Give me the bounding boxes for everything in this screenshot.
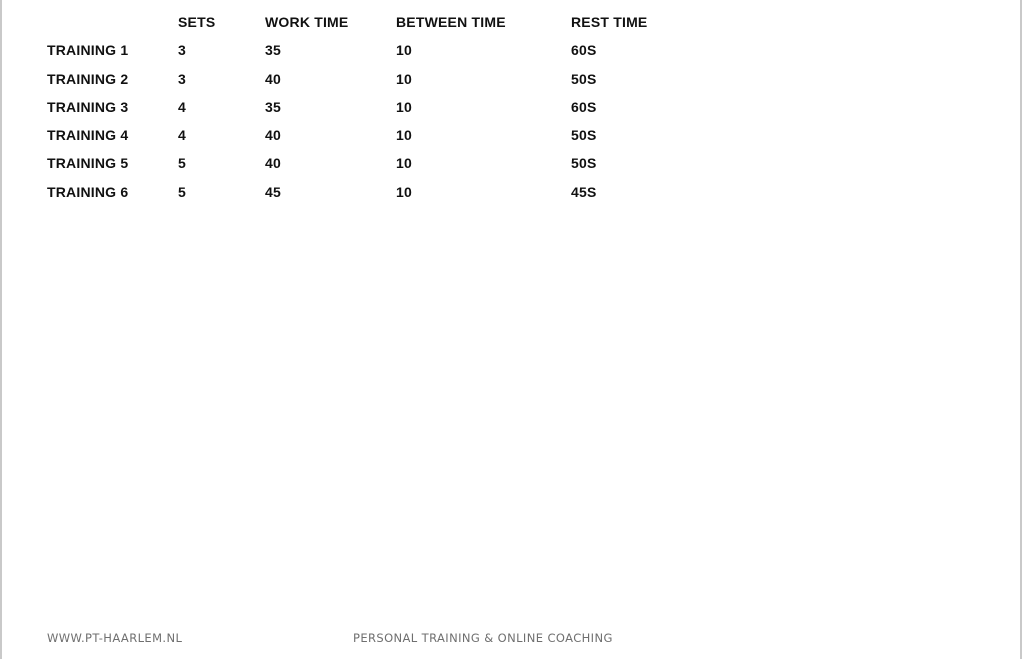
rest-time-value: 60S: [571, 98, 597, 115]
sets-value: 4: [178, 98, 186, 115]
work-time-value: 40: [265, 127, 281, 144]
rest-time-value: 50S: [571, 127, 597, 144]
between-time-value: 10: [396, 70, 412, 87]
rest-time-value: 50S: [571, 70, 597, 87]
between-time-value: 10: [396, 42, 412, 59]
footer-website: WWW.PT-HAARLEM.NL: [47, 631, 183, 645]
between-time-value: 10: [396, 98, 412, 115]
table-header-rest-time: REST TIME: [571, 14, 648, 30]
sets-value: 5: [178, 155, 186, 172]
training-name: TRAINING 2: [47, 70, 129, 87]
between-time-value: 10: [396, 183, 412, 200]
table-header-sets: SETS: [178, 14, 216, 30]
work-time-value: 35: [265, 98, 281, 115]
sets-value: 4: [178, 127, 186, 144]
sets-value: 5: [178, 183, 186, 200]
training-name: TRAINING 1: [47, 42, 129, 59]
training-name: TRAINING 6: [47, 183, 129, 200]
rest-time-value: 60S: [571, 42, 597, 59]
footer-tagline: PERSONAL TRAINING & ONLINE COACHING: [353, 631, 613, 645]
table-header-between-time: BETWEEN TIME: [396, 14, 506, 30]
work-time-value: 45: [265, 183, 281, 200]
rest-time-value: 50S: [571, 155, 597, 172]
between-time-value: 10: [396, 155, 412, 172]
table-header-work-time: WORK TIME: [265, 14, 349, 30]
between-time-value: 10: [396, 127, 412, 144]
work-time-value: 40: [265, 155, 281, 172]
sets-value: 3: [178, 70, 186, 87]
training-name: TRAINING 3: [47, 98, 129, 115]
work-time-value: 35: [265, 42, 281, 59]
training-name: TRAINING 5: [47, 155, 129, 172]
training-name: TRAINING 4: [47, 127, 129, 144]
rest-time-value: 45S: [571, 183, 597, 200]
sets-value: 3: [178, 42, 186, 59]
work-time-value: 40: [265, 70, 281, 87]
